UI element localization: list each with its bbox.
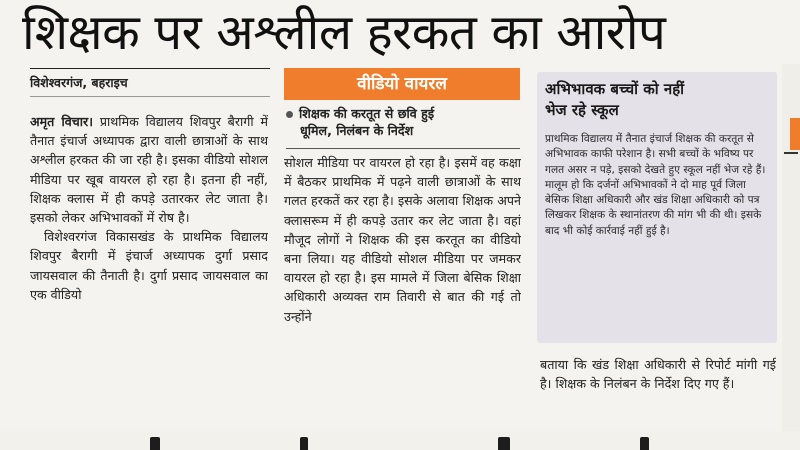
paragraph-2: विशेश्वरगंज विकासखंड के प्राथमिक विद्यालय शिवपुर बैरागी में इंचार्ज अध्यापक दुर्गा प्रसाद जायसवाल की तैनाती है। दुर्गा प्रसाद जायसवाल का एक वीडियो bbox=[30, 229, 268, 302]
dateline: विशेश्वरगंज, बहराइच bbox=[30, 75, 128, 90]
headline: शिक्षक पर अश्लील हरकत का आरोप bbox=[22, 4, 666, 61]
divider bbox=[30, 68, 270, 69]
divider bbox=[30, 96, 270, 97]
next-headline-cut bbox=[0, 431, 800, 450]
glyph-fragment bbox=[300, 437, 308, 450]
article-column-1 bbox=[30, 112, 268, 430]
subhead-line-2: धूमिल, निलंबन के निर्देश bbox=[300, 123, 414, 138]
box-title-line-2: भेज रहे स्कूल bbox=[545, 101, 619, 119]
adjacent-rule-fragment bbox=[784, 152, 798, 154]
paragraph-1 bbox=[30, 112, 268, 227]
byline-lead: अमृत विचार। bbox=[30, 114, 93, 129]
box-title-line-1: अभिभावक बच्चों को नहीं bbox=[545, 80, 685, 98]
sidebar-box-text: प्राथमिक विद्यालय में तैनात इंचार्ज शिक्षक की करतूत से अभिभावक काफी परेशान है। सभी बच्चों के भविष्य पर गलत असर न पड़े, इसको देखते हुए स्कूल नहीं भेज रहे हैं। मालूम हो कि दर्जनों अभिभावकों ने दो माह पूर्व जिला बेसिक शिक्षा अधिकारी और खंड शिक्षा अधिकारी को पत्र लिखकर शिक्षक के स्थानांतरण की मांग भी की थी। इसके बाद भी कोई कार्रवाई नहीं हुई है। bbox=[545, 133, 766, 237]
paragraph-text: प्राथमिक विद्यालय शिवपुर बैरागी में तैनात इंचार्ज अध्यापक द्वारा वाली छात्राओं के साथ अश्लील हरकत की जा रही है। इसका वीडियो सोशल मीडिया पर खूब वायरल हो रहा है। इतना ही नहीं, शिक्षक क्लास में ही कपड़े उतारकर लेट जाता है। इसको लेकर अभिभावकों में रोष है। bbox=[30, 114, 268, 226]
adjacent-tag-fragment bbox=[790, 118, 800, 150]
sidebar-box-title bbox=[545, 79, 770, 121]
video-viral-tag: वीडियो वायरल bbox=[284, 68, 520, 100]
glyph-fragment bbox=[640, 437, 649, 450]
divider bbox=[286, 148, 520, 149]
glyph-fragment bbox=[498, 437, 510, 450]
paragraph-text: बताया कि खंड शिक्षा अधिकारी से रिपोर्ट मांगी गई है। शिक्षक के निलंबन के निर्देश दिए गए हैं। bbox=[540, 357, 776, 392]
subhead-line-1: शिक्षक की करतूत से छवि हुई bbox=[299, 106, 435, 121]
bullet-icon bbox=[286, 111, 293, 118]
paragraph-text: सोशल मीडिया पर वायरल हो रहा है। इसमें वह कक्षा में बैठकर प्राथमिक में पढ़ने वाली छात्राओं के साथ गलत हरकतें कर रहा है। इसके अलावा शिक्षक अपने क्लासरूम में ही कपड़े उतार कर लेट जाता है। वहां मौजूद लोगों ने शिक्षक की इस करतूत का वीडियो बना लिया। यह वीडियो सोशल मीडिया पर जमकर वायरल हो रहा है। इस मामले में जिला बेसिक शिक्षा अधिकारी अव्यक्त राम तिवारी से बात की गई तो उन्होंने bbox=[284, 155, 521, 324]
article-column-3 bbox=[540, 355, 776, 431]
glyph-fragment bbox=[150, 437, 160, 450]
article-column-2 bbox=[284, 153, 521, 431]
subheadline bbox=[286, 105, 520, 139]
